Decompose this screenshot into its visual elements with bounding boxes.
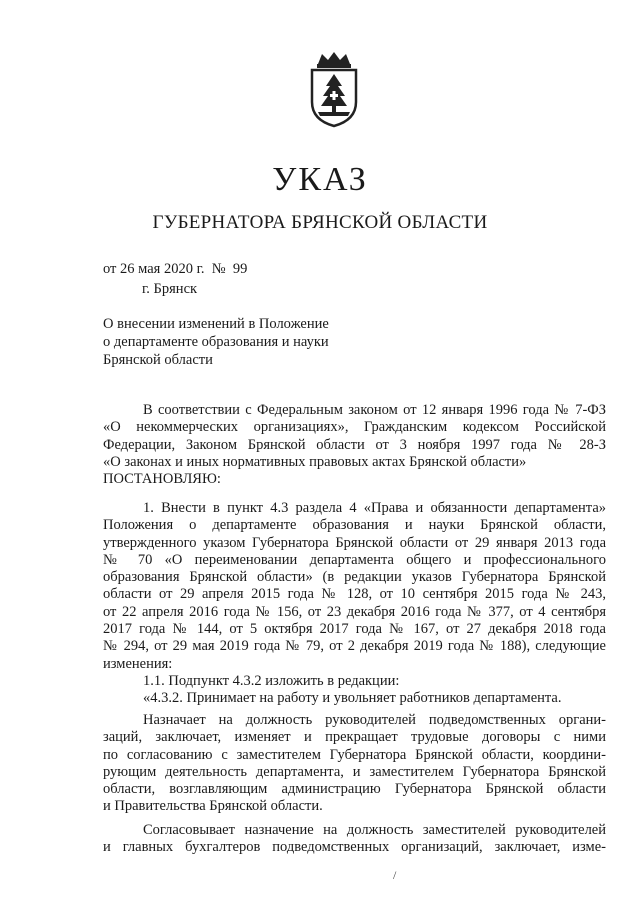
decree-city: г. Брянск bbox=[142, 281, 198, 297]
decree-heading bbox=[103, 315, 403, 369]
document-title: УКАЗ bbox=[272, 161, 368, 198]
text-line: области, возглавляющим администрацию Губернатора Брянской области bbox=[103, 781, 606, 798]
text-line: и Правительства Брянской области. bbox=[103, 798, 323, 815]
heading-line: о департаменте образования и науки bbox=[103, 334, 329, 350]
subclause-1-1: 1.1. Подпункт 4.3.2 изложить в редакции: bbox=[143, 672, 400, 689]
subclause-4-3-2: «4.3.2. Принимает на работу и увольняет работников департамента. bbox=[143, 690, 562, 707]
text-line: Назначает на должность руководителей подведомственных органи- bbox=[143, 712, 606, 728]
text-line: от 22 апреля 2016 года № 156, от 23 декабря 2016 года № 377, от 4 сентября bbox=[103, 603, 606, 620]
text-line: образования Брянской области» (в редакции указов Губернатора Брянской bbox=[103, 569, 606, 586]
text-line: № 294, от 29 мая 2019 года № 79, от 2 декабря 2019 года № 188), следующие bbox=[103, 638, 606, 655]
text-line: утвержденного указом Губернатора Брянской области от 29 января 2013 года bbox=[103, 534, 606, 551]
appointment-paragraph bbox=[103, 712, 606, 816]
document-subtitle: ГУБЕРНАТОРА БРЯНСКОЙ ОБЛАСТИ bbox=[152, 212, 488, 233]
text-line: Положения о департаменте образования и науки Брянской области, bbox=[103, 517, 606, 534]
text-line: изменения: bbox=[103, 655, 173, 672]
text-line: № 70 «О переименовании департамента общего и профессионального bbox=[103, 551, 606, 568]
text-line: по согласованию с заместителем Губернатора Брянской области, координи- bbox=[103, 746, 606, 763]
coat-of-arms-emblem bbox=[304, 50, 364, 128]
text-line: «О законах и иных нормативных правовых актах Брянской области» bbox=[103, 453, 527, 470]
text-line: заций, заключает, изменяет и прекращает трудовые договоры с ними bbox=[103, 729, 606, 746]
text-line: 1. Внести в пункт 4.3 раздела 4 «Права и обязанности департамента» bbox=[143, 500, 606, 516]
preamble-paragraph bbox=[103, 402, 606, 488]
decree-date-number: от 26 мая 2020 г. № 99 bbox=[103, 261, 248, 277]
heading-line: О внесении изменений в Положение bbox=[103, 316, 329, 332]
text-line: рующим деятельность департамента, и заместителем Губернатора Брянской bbox=[103, 763, 606, 780]
heading-line: Брянской области bbox=[103, 352, 213, 368]
text-line: Федерации, Законом Брянской области от 3 ноября 1997 года № 28-З bbox=[103, 436, 606, 453]
page-mark: / bbox=[393, 868, 397, 882]
text-line: области от 29 апреля 2015 года № 128, от 10 сентября 2015 года № 243, bbox=[103, 586, 606, 603]
agreement-paragraph bbox=[103, 822, 606, 857]
text-line: В соответствии с Федеральным законом от 12 января 1996 года № 7-ФЗ bbox=[143, 402, 606, 418]
decree-verb: ПОСТАНОВЛЯЮ: bbox=[103, 471, 221, 488]
text-line: Согласовывает назначение на должность заместителей руководителей bbox=[143, 822, 606, 838]
text-line: 2017 года № 144, от 5 октября 2017 года № 167, от 27 декабря 2018 года bbox=[103, 621, 606, 638]
clause-1-paragraph bbox=[103, 500, 606, 708]
text-line: и главных бухгалтеров подведомственных организаций, заключает, изме- bbox=[103, 839, 606, 856]
text-line: «О некоммерческих организациях», Гражданским кодексом Российской bbox=[103, 419, 606, 436]
